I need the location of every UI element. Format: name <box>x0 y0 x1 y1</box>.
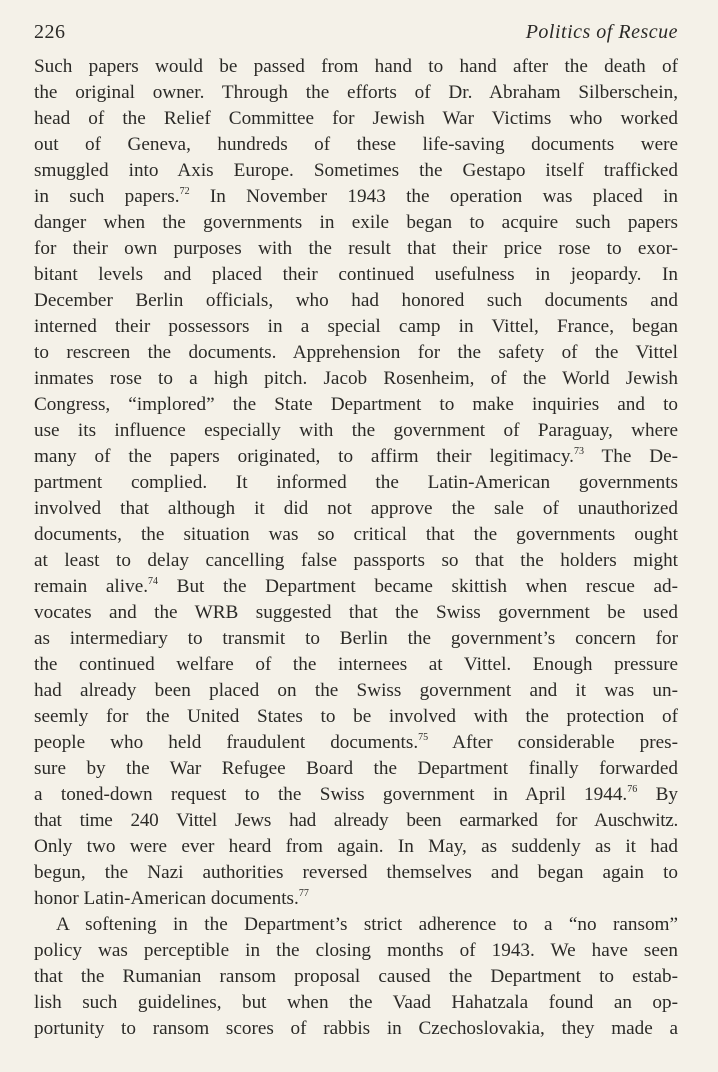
text-line: smuggled into Axis Europe. Sometimes the Gestapo itself trafficked <box>34 160 678 181</box>
text-line: head of the Relief Committee for Jewish War Victims who worked <box>34 108 678 129</box>
body-text <box>34 54 678 1042</box>
text-line: sure by the War Refugee Board the Department finally forwarded <box>34 758 678 779</box>
text-line <box>34 782 678 808</box>
footnote-marker: 75 <box>418 732 429 743</box>
text-line: interned their possessors in a special camp in Vittel, France, began <box>34 316 678 337</box>
footnote-marker: 74 <box>148 576 159 587</box>
text-segment: honor Latin-American documents. <box>34 888 299 909</box>
text-line: A softening in the Department’s strict adherence to a “no ransom” <box>56 914 678 935</box>
running-title: Politics of Rescue <box>525 21 678 43</box>
text-line: policy was perceptible in the closing months of 1943. We have seen <box>34 940 678 961</box>
text-line: use its influence especially with the government of Paraguay, where <box>34 420 678 441</box>
footnote-marker: 73 <box>573 446 584 457</box>
text-line: December Berlin officials, who had honored such documents and <box>34 290 678 311</box>
text-segment: many of the papers originated, to affirm their legitimacy. <box>34 446 574 467</box>
text-line: partment complied. It informed the Latin-American governments <box>34 472 678 493</box>
text-segment: The De- <box>583 446 678 467</box>
text-line: Congress, “implored” the State Department to make inquiries and to <box>34 394 678 415</box>
text-line: the original owner. Through the efforts of Dr. Abraham Silberschein, <box>34 82 678 103</box>
text-line <box>34 444 678 470</box>
text-line: had already been placed on the Swiss government and it was un- <box>34 680 678 701</box>
text-line: involved that although it did not approve the sale of unauthorized <box>34 498 678 519</box>
page-number: 226 <box>34 21 66 43</box>
text-line: danger when the governments in exile began to acquire such papers <box>34 212 678 233</box>
text-line: out of Geneva, hundreds of these life-saving documents were <box>34 134 678 155</box>
text-line: for their own purposes with the result that their price rose to exor- <box>34 238 678 259</box>
text-line: the continued welfare of the internees at Vittel. Enough pressure <box>34 654 678 675</box>
footnote-marker: 77 <box>298 888 309 899</box>
text-line: Only two were ever heard from again. In May, as suddenly as it had <box>34 836 678 857</box>
text-line: begun, the Nazi authorities reversed themselves and began again to <box>34 862 678 883</box>
text-line: Such papers would be passed from hand to hand after the death of <box>34 56 678 77</box>
text-line <box>34 574 678 600</box>
text-line: to rescreen the documents. Apprehension for the safety of the Vittel <box>34 342 678 363</box>
text-segment: By <box>637 784 678 805</box>
footnote-marker: 72 <box>179 186 190 197</box>
text-line: documents, the situation was so critical that the governments ought <box>34 524 678 545</box>
text-line: portunity to ransom scores of rabbis in Czechoslovakia, they made a <box>34 1018 678 1039</box>
text-line: bitant levels and placed their continued usefulness in jeopardy. In <box>34 264 678 285</box>
text-segment: But the Department became skittish when rescue ad- <box>158 576 679 597</box>
running-header <box>34 20 678 48</box>
text-line: seemly for the United States to be involved with the protection of <box>34 706 678 727</box>
text-segment: remain alive. <box>34 576 149 597</box>
text-line <box>34 184 678 210</box>
text-line: that the Rumanian ransom proposal caused the Department to estab- <box>34 966 678 987</box>
text-line: at least to delay cancelling false passports so that the holders might <box>34 550 678 571</box>
text-segment: After considerable pres- <box>428 732 679 753</box>
text-segment: In November 1943 the operation was placed in <box>189 186 678 207</box>
text-line: inmates rose to a high pitch. Jacob Rosenheim, of the World Jewish <box>34 368 678 389</box>
text-segment: a toned-down request to the Swiss government in April 1944. <box>34 784 628 805</box>
text-line: vocates and the WRB suggested that the Swiss government be used <box>34 602 678 623</box>
text-line: lish such guidelines, but when the Vaad Hahatzala found an op- <box>34 992 678 1013</box>
text-line: that time 240 Vittel Jews had already been earmarked for Auschwitz. <box>34 810 678 831</box>
text-line <box>34 730 678 756</box>
text-segment: people who held fraudulent documents. <box>34 732 419 753</box>
footnote-marker: 76 <box>627 784 638 795</box>
text-line <box>34 886 678 912</box>
text-line: as intermediary to transmit to Berlin the government’s concern for <box>34 628 678 649</box>
text-segment: in such papers. <box>34 186 180 207</box>
